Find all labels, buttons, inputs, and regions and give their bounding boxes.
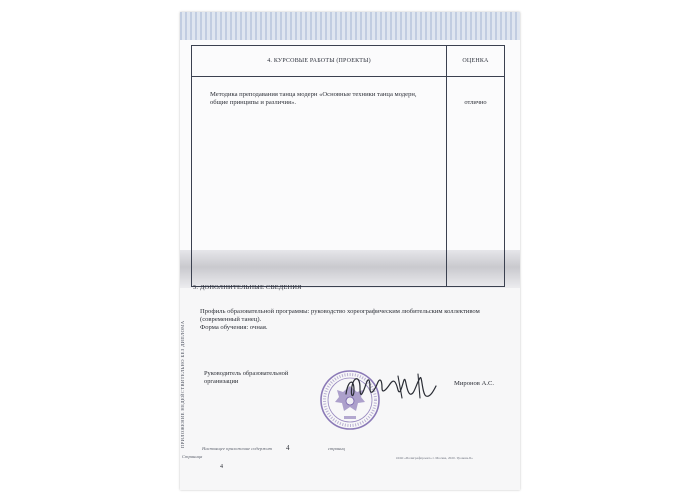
header-course-works [192,46,447,77]
diploma-supplement-page [180,12,520,490]
grade-cell [447,77,505,287]
additional-info-line: Форма обучения: очная. [200,324,268,331]
pages-count-value: 4 [286,444,290,452]
security-pattern-band [180,12,520,40]
course-work-title: Методика преподавания танца модерн «Основные техники танца модерн, общие принципы и различия». [210,91,417,106]
head-of-organization-label [204,370,314,386]
head-label-line: организации [204,378,239,385]
additional-info-text [200,308,500,332]
course-work-grade: отлично [464,99,487,106]
pages-count-prefix: Настоящее приложение содержит [202,446,272,451]
additional-info-line: (современный танец). [200,316,262,323]
course-work-cell [192,77,447,287]
page-number: 4 [220,464,223,470]
additional-info-heading: 5. ДОПОЛНИТЕЛЬНЫЕ СВЕДЕНИЯ [193,284,302,291]
head-of-organization-name: Миронов А.С. [454,380,495,387]
table-row [192,77,505,287]
page-label: Страница [182,454,203,459]
handwritten-signature-icon [340,372,440,402]
head-label-line: Руководитель образовательной [204,370,289,377]
vertical-validity-note: ПРИЛОЖЕНИЕ НЕДЕЙСТВИТЕЛЬНО БЕЗ ДИПЛОМА [180,320,185,448]
additional-info-line: Профиль образовательной программы: руководство хореографическим любительским коллективом [200,308,480,315]
header-grade-label: ОЦЕНКА [462,57,489,64]
header-grade [447,46,505,77]
printer-imprint: ООО «Полиграфпроект» г. Москва, 2020. Уровень Б» [396,456,473,460]
table-header-row [192,46,505,77]
course-works-table [191,45,505,287]
header-course-works-label: 4. КУРСОВЫЕ РАБОТЫ (ПРОЕКТЫ) [267,57,371,64]
pages-count-suffix: страниц [328,446,345,451]
